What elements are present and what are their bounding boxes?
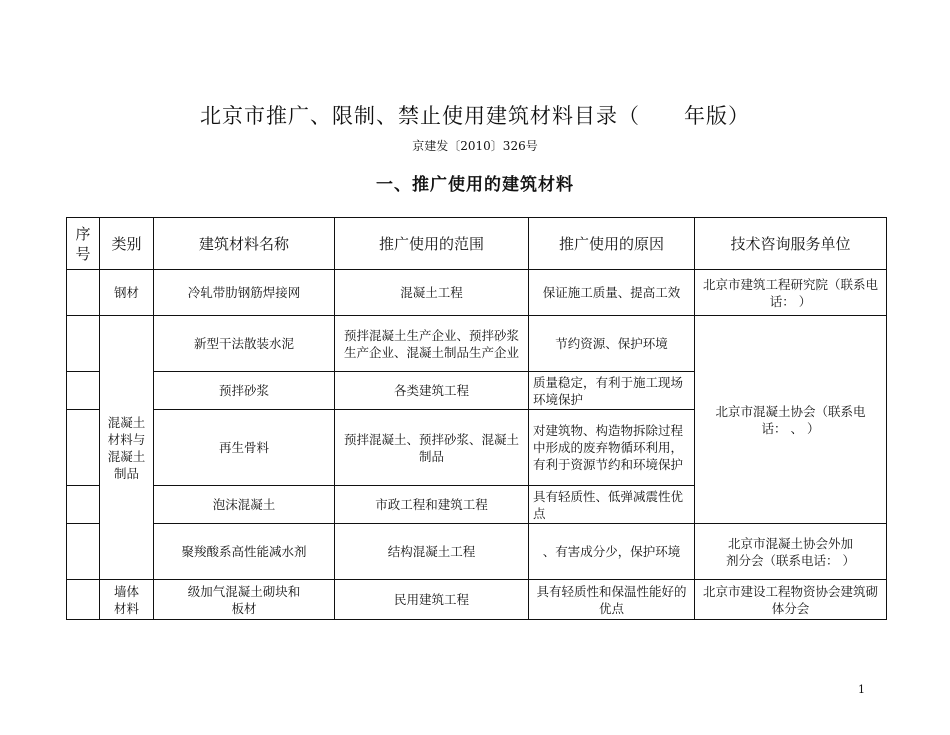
row-seq bbox=[67, 372, 100, 410]
row-seq bbox=[67, 270, 100, 316]
header-seq: 序号 bbox=[67, 218, 100, 270]
row-unit: 北京市混凝土协会外加剂分会（联系电话： ） bbox=[695, 524, 887, 580]
header-unit: 技术咨询服务单位 bbox=[695, 218, 887, 270]
materials-table bbox=[66, 217, 887, 620]
row-scope: 结构混凝土工程 bbox=[335, 524, 529, 580]
row-name: 冷轧带肋钢筋焊接网 bbox=[154, 270, 335, 316]
row-name: 预拌砂浆 bbox=[154, 372, 335, 410]
table-row bbox=[67, 524, 887, 580]
table-row bbox=[67, 270, 887, 316]
table-header-row bbox=[67, 218, 887, 270]
row-reason: 具有轻质性、低弹减震性优点 bbox=[529, 486, 695, 524]
row-reason: 对建筑物、构造物拆除过程中形成的废弃物循环利用，有利于资源节约和环境保护 bbox=[529, 410, 695, 486]
document-number: 京建发〔2010〕326号 bbox=[412, 139, 538, 153]
document-title bbox=[0, 100, 950, 130]
row-category: 钢材 bbox=[100, 270, 154, 316]
row-scope: 各类建筑工程 bbox=[335, 372, 529, 410]
row-name: 泡沫混凝土 bbox=[154, 486, 335, 524]
group-category: 混凝土材料与混凝土制品 bbox=[100, 316, 154, 580]
header-category: 类别 bbox=[100, 218, 154, 270]
row-unit: 北京市建设工程物资协会建筑砌体分会 bbox=[695, 580, 887, 620]
header-scope: 推广使用的范围 bbox=[335, 218, 529, 270]
title-left: 北京市推广、限制、禁止使用建筑材料目录（ bbox=[200, 104, 640, 128]
row-scope: 民用建筑工程 bbox=[335, 580, 529, 620]
row-scope: 混凝土工程 bbox=[335, 270, 529, 316]
header-name: 建筑材料名称 bbox=[154, 218, 335, 270]
row-seq bbox=[67, 580, 100, 620]
row-name: 聚羧酸系高性能减水剂 bbox=[154, 524, 335, 580]
row-name: 级加气混凝土砌块和板材 bbox=[154, 580, 335, 620]
row-unit: 北京市建筑工程研究院（联系电话： ） bbox=[695, 270, 887, 316]
table-row bbox=[67, 580, 887, 620]
header-reason: 推广使用的原因 bbox=[529, 218, 695, 270]
row-reason: 、有害成分少，保护环境 bbox=[529, 524, 695, 580]
row-seq bbox=[67, 486, 100, 524]
row-reason: 保证施工质量、提高工效 bbox=[529, 270, 695, 316]
page-number: 1 bbox=[858, 683, 865, 696]
row-scope: 预拌混凝土生产企业、预拌砂浆生产企业、混凝土制品生产企业 bbox=[335, 316, 529, 372]
row-reason: 质量稳定，有利于施工现场环境保护 bbox=[529, 372, 695, 410]
group-unit: 北京市混凝土协会（联系电话： 、 ） bbox=[695, 316, 887, 524]
row-seq bbox=[67, 410, 100, 486]
section-title: 一、推广使用的建筑材料 bbox=[376, 175, 574, 195]
row-reason: 具有轻质性和保温性能好的优点 bbox=[529, 580, 695, 620]
row-seq bbox=[67, 316, 100, 372]
title-right: 年版） bbox=[684, 104, 750, 128]
row-name: 再生骨料 bbox=[154, 410, 335, 486]
table-row bbox=[67, 316, 887, 372]
row-scope: 市政工程和建筑工程 bbox=[335, 486, 529, 524]
row-name: 新型干法散装水泥 bbox=[154, 316, 335, 372]
row-category: 墙体材料 bbox=[100, 580, 154, 620]
row-scope: 预拌混凝土、预拌砂浆、混凝土制品 bbox=[335, 410, 529, 486]
row-seq bbox=[67, 524, 100, 580]
row-reason: 节约资源、保护环境 bbox=[529, 316, 695, 372]
